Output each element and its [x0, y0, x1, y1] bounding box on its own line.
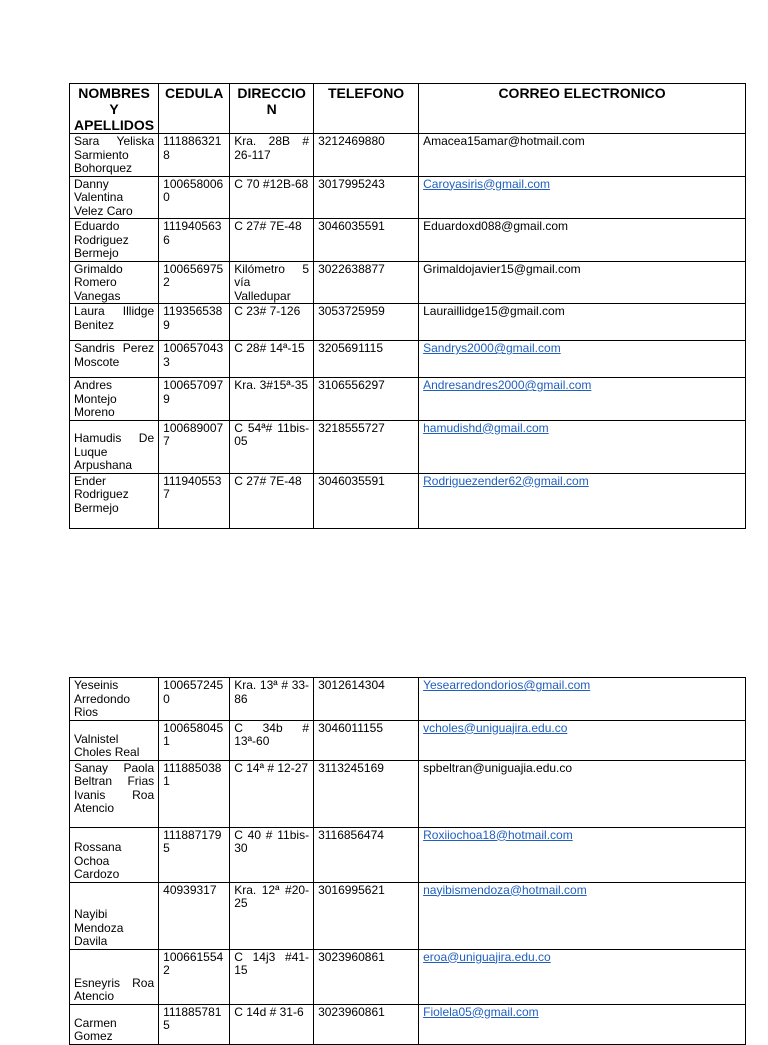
- email-cell: [419, 678, 746, 721]
- cedula-cell: 1118863218: [159, 134, 230, 177]
- address-cell: C 23# 7-126: [230, 304, 314, 341]
- email-cell: [419, 1004, 746, 1044]
- address-cell: C 14ª # 12-27: [230, 760, 314, 827]
- email-link[interactable]: Roxiiochoa18@hotmail.com: [423, 827, 573, 842]
- table-row: [70, 219, 746, 262]
- address-cell: C 34b # 13ª-60: [230, 720, 314, 760]
- email-link[interactable]: hamudishd@gmail.com: [423, 420, 549, 435]
- cedula-cell: 1006570979: [159, 378, 230, 421]
- phone-cell: 3046035591: [314, 219, 419, 262]
- name-cell: Valnistel Choles Real: [70, 720, 159, 760]
- email-text: Eduardoxd088@gmail.com: [423, 219, 569, 233]
- table-row: [70, 882, 746, 949]
- email-cell: [419, 378, 746, 421]
- address-cell: C 27# 7E-48: [230, 473, 314, 528]
- name-cell: Danny Valentina Velez Caro: [70, 176, 159, 219]
- table-row: [70, 720, 746, 760]
- phone-cell: 3016995621: [314, 882, 419, 949]
- phone-cell: 3012614304: [314, 678, 419, 721]
- cedula-cell: 1006570433: [159, 341, 230, 378]
- email-cell: [419, 420, 746, 473]
- table-row: [70, 176, 746, 219]
- phone-cell: 3046035591: [314, 473, 419, 528]
- header-telefono: TELEFONO: [314, 84, 419, 134]
- email-cell: [419, 882, 746, 949]
- address-cell: Kra. 3#15ª-35: [230, 378, 314, 421]
- cedula-cell: 1006580451: [159, 720, 230, 760]
- phone-cell: 3053725959: [314, 304, 419, 341]
- name-cell: Nayibi Mendoza Davila: [70, 882, 159, 949]
- contacts-table-1: [69, 83, 746, 529]
- name-cell: Yeseinis Arredondo Rios: [70, 678, 159, 721]
- address-cell: C 40 # 11bis-30: [230, 827, 314, 882]
- email-link[interactable]: Sandrys2000@gmail.com: [423, 341, 561, 355]
- name-cell: Rossana Ochoa Cardozo: [70, 827, 159, 882]
- phone-cell: 3212469880: [314, 134, 419, 177]
- table-row: [70, 1004, 746, 1044]
- address-cell: C 70 #12B-68: [230, 176, 314, 219]
- phone-cell: 3023960861: [314, 1004, 419, 1044]
- header-cedula: CEDULA: [159, 84, 230, 134]
- address-cell: Kra. 28B # 26-117: [230, 134, 314, 177]
- table-row: [70, 134, 746, 177]
- table-row: [70, 420, 746, 473]
- address-cell: C 28# 14ª-15: [230, 341, 314, 378]
- table-row: [70, 261, 746, 304]
- email-link[interactable]: Caroyasiris@gmail.com: [423, 176, 550, 191]
- email-cell: [419, 473, 746, 528]
- phone-cell: 3116856474: [314, 827, 419, 882]
- email-link[interactable]: Fiolela05@gmail.com: [423, 1004, 539, 1019]
- name-cell: Eduardo Rodriguez Bermejo: [70, 219, 159, 262]
- address-cell: C 14j3 #41-15: [230, 949, 314, 1004]
- address-cell: C 54ª# 11bis-05: [230, 420, 314, 473]
- cedula-cell: 1118857815: [159, 1004, 230, 1044]
- email-text: Grimaldojavier15@gmail.com: [423, 261, 581, 276]
- email-cell: [419, 219, 746, 262]
- email-cell: [419, 261, 746, 304]
- name-cell: Sandris Perez Moscote: [70, 341, 159, 378]
- phone-cell: 3205691115: [314, 341, 419, 378]
- table-row: [70, 341, 746, 378]
- table-row: [70, 949, 746, 1004]
- table-row: [70, 304, 746, 341]
- email-link[interactable]: Andresandres2000@gmail.com: [423, 378, 592, 392]
- email-link[interactable]: vcholes@uniguajira.edu.co: [423, 720, 568, 735]
- table-header-row: [70, 84, 746, 134]
- name-cell: Sara Yeliska Sarmiento Bohorquez: [70, 134, 159, 177]
- table-row: [70, 678, 746, 721]
- name-cell: Andres Montejo Moreno: [70, 378, 159, 421]
- cedula-cell: 1006580060: [159, 176, 230, 219]
- header-direccion: DIRECCION: [230, 84, 314, 134]
- cedula-cell: 1193565389: [159, 304, 230, 341]
- name-cell: Esneyris Roa Atencio: [70, 949, 159, 1004]
- cedula-cell: 1006569752: [159, 261, 230, 304]
- name-cell: Sanay Paola Beltran Frias Ivanis Roa Atencio: [70, 760, 159, 827]
- cedula-cell: 40939317: [159, 882, 230, 949]
- email-text: Lauraillidge15@gmail.com: [423, 304, 565, 318]
- email-link[interactable]: nayibismendoza@hotmail.com: [423, 882, 587, 897]
- email-cell: [419, 341, 746, 378]
- name-cell: Ender Rodriguez Bermejo: [70, 473, 159, 528]
- address-cell: C 14d # 31-6: [230, 1004, 314, 1044]
- phone-cell: 3113245169: [314, 760, 419, 827]
- email-cell: [419, 760, 746, 827]
- address-cell: C 27# 7E-48: [230, 219, 314, 262]
- email-cell: [419, 304, 746, 341]
- email-link[interactable]: eroa@uniguajira.edu.co: [423, 949, 551, 964]
- name-cell: Laura Illidge Benitez: [70, 304, 159, 341]
- email-cell: [419, 720, 746, 760]
- phone-cell: 3022638877: [314, 261, 419, 304]
- contacts-table-2: [69, 677, 746, 1045]
- address-cell: Kra. 12ª #20-25: [230, 882, 314, 949]
- address-cell: Kra. 13ª # 33-86: [230, 678, 314, 721]
- header-names: NOMBRES Y APELLIDOS: [70, 84, 159, 134]
- email-cell: [419, 134, 746, 177]
- cedula-cell: 1119405636: [159, 219, 230, 262]
- phone-cell: 3218555727: [314, 420, 419, 473]
- email-cell: [419, 176, 746, 219]
- table-row: [70, 827, 746, 882]
- cedula-cell: 1006890077: [159, 420, 230, 473]
- email-cell: [419, 949, 746, 1004]
- phone-cell: 3017995243: [314, 176, 419, 219]
- table-row: [70, 473, 746, 528]
- phone-cell: 3023960861: [314, 949, 419, 1004]
- email-text: Amacea15amar@hotmail.com: [423, 134, 585, 148]
- email-text: spbeltran@uniguajia.edu.co: [423, 760, 573, 775]
- email-cell: [419, 827, 746, 882]
- cedula-cell: 1006572450: [159, 678, 230, 721]
- table-row: [70, 760, 746, 827]
- email-link[interactable]: Rodriguezender62@gmail.com: [423, 473, 589, 488]
- header-correo: CORREO ELECTRONICO: [419, 84, 746, 134]
- address-cell: Kilómetro 5 vía Valledupar: [230, 261, 314, 304]
- cedula-cell: 1119405537: [159, 473, 230, 528]
- cedula-cell: 1118850381: [159, 760, 230, 827]
- name-cell: Hamudis De Luque Arpushana: [70, 420, 159, 473]
- cedula-cell: 1118871795: [159, 827, 230, 882]
- phone-cell: 3046011155: [314, 720, 419, 760]
- phone-cell: 3106556297: [314, 378, 419, 421]
- table-row: [70, 378, 746, 421]
- name-cell: Carmen Gomez: [70, 1004, 159, 1044]
- cedula-cell: 1006615542: [159, 949, 230, 1004]
- email-link[interactable]: Yesearredondorios@gmail.com: [423, 678, 591, 692]
- name-cell: Grimaldo Romero Vanegas: [70, 261, 159, 304]
